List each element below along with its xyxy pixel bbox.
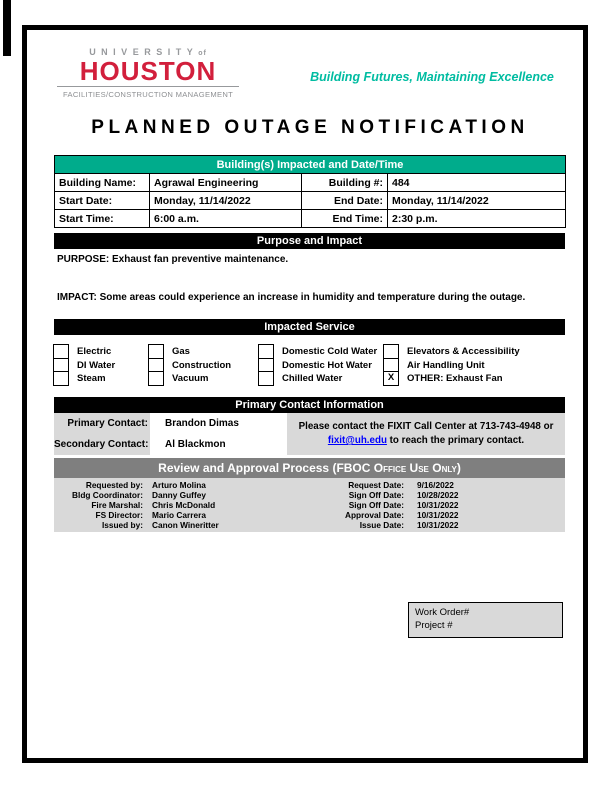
approval-date-value: 10/31/2022	[417, 509, 459, 520]
service-label: DI Water	[77, 359, 116, 371]
impact-text: IMPACT: Some areas could experience an increase in humidity and temperature during the outage.	[57, 292, 526, 303]
end-date-label: End Date:	[302, 192, 388, 210]
work-order-label: Work Order#	[415, 607, 470, 618]
checkbox-vacuum	[148, 371, 164, 386]
building-table	[54, 155, 566, 228]
end-date-value: Monday, 11/14/2022	[388, 192, 566, 210]
signoff-date-value: 10/28/2022	[417, 489, 459, 500]
review-section-body	[54, 478, 565, 532]
building-name-value: Agrawal Engineering	[150, 174, 302, 192]
building-number-value: 484	[388, 174, 566, 192]
purpose-section-header: Purpose and Impact	[54, 233, 565, 249]
contact-section-body	[54, 413, 565, 455]
service-item	[148, 371, 231, 386]
service-label: Electric	[77, 346, 112, 357]
service-label: Vacuum	[172, 373, 209, 384]
service-label: Construction	[172, 359, 232, 371]
start-time-value: 6:00 a.m.	[150, 210, 302, 228]
fixit-note-line2-text: to reach the primary contact.	[386, 435, 525, 446]
primary-contact-value: Brandon Dimas	[165, 418, 239, 429]
service-column-2	[148, 344, 231, 386]
request-date-value: 9/16/2022	[417, 480, 454, 490]
service-column-4	[383, 344, 520, 386]
primary-contact-label: Primary Contact:	[67, 418, 148, 429]
fixit-note	[287, 413, 565, 455]
building-name-label: Building Name:	[55, 174, 150, 192]
building-table-header: Building(s) Impacted and Date/Time	[55, 156, 566, 174]
service-label: OTHER: Exhaust Fan	[407, 373, 503, 384]
scan-artifact	[3, 0, 11, 56]
review-section-header	[54, 458, 565, 478]
issue-date-label: Issue Date:	[359, 519, 404, 530]
service-label: Domestic Hot Water	[282, 359, 372, 371]
signoff-date-label: Sign Off Date:	[348, 489, 404, 500]
page-title: PLANNED OUTAGE NOTIFICATION	[91, 117, 529, 138]
end-time-label: End Time:	[302, 210, 388, 228]
requested-by-name: Arturo Molina	[152, 480, 206, 490]
approval-date-label: Approval Date:	[344, 509, 404, 520]
service-column-3	[258, 344, 377, 386]
checkbox-steam	[53, 371, 69, 386]
tagline: Building Futures, Maintaining Excellence	[310, 70, 554, 84]
service-label: Chilled Water	[282, 373, 343, 384]
review-header-smallcaps-text: Office Use Only)	[373, 461, 461, 475]
fire-marshal-label: Fire Marshal:	[91, 499, 143, 510]
building-number-label: Building #:	[302, 174, 388, 192]
start-time-label: Start Time:	[55, 210, 150, 228]
fs-director-label: FS Director:	[95, 509, 143, 520]
fire-marshal-name: Chris McDonald	[152, 499, 216, 510]
table-row	[55, 210, 566, 228]
service-label: Steam	[77, 373, 106, 384]
start-date-value: Monday, 11/14/2022	[150, 192, 302, 210]
uh-logo	[57, 47, 239, 99]
end-time-value: 2:30 p.m.	[388, 210, 566, 228]
request-date-label: Request Date:	[348, 480, 404, 490]
fs-director-name: Mario Carrera	[152, 509, 206, 520]
service-label: Air Handling Unit	[407, 359, 485, 371]
contact-section-header: Primary Contact Information	[54, 397, 565, 413]
document-page	[22, 25, 588, 763]
service-item	[383, 371, 520, 386]
requested-by-label: Requested by:	[85, 480, 143, 490]
purpose-text: PURPOSE: Exhaust fan preventive maintenance.	[57, 254, 289, 265]
service-label: Gas	[172, 346, 190, 357]
issued-by-label: Issued by:	[101, 519, 143, 530]
issue-date-value: 10/31/2022	[417, 519, 459, 530]
review-row	[54, 521, 565, 531]
building-table-header-row	[55, 156, 566, 174]
logo-university-text: UNIVERSITY	[89, 47, 199, 57]
service-column-1	[53, 344, 115, 386]
fixit-note-line1: Please contact the FIXIT Call Center at 713-743-4948 or	[298, 421, 554, 432]
logo-department-text: FACILITIES/CONSTRUCTION MANAGEMENT	[62, 90, 234, 99]
signoff-date-value: 10/31/2022	[417, 499, 459, 510]
service-item	[53, 371, 115, 386]
checkbox-other-exhaust-fan: X	[383, 371, 399, 386]
service-label: Elevators & Accessibility	[407, 346, 520, 357]
bldg-coordinator-label: Bldg Coordinator:	[72, 489, 143, 500]
table-row	[55, 174, 566, 192]
project-number-label: Project #	[415, 620, 453, 631]
bldg-coordinator-name: Danny Guffey	[152, 489, 206, 500]
table-row	[55, 192, 566, 210]
logo-divider	[57, 86, 239, 87]
review-header-text: Review and Approval Process (FBOC	[158, 461, 374, 475]
logo-houston-text: HOUSTON	[79, 56, 217, 86]
start-date-label: Start Date:	[55, 192, 150, 210]
issued-by-name: Canon Wineritter	[152, 519, 219, 530]
signoff-date-label: Sign Off Date:	[348, 499, 404, 510]
fixit-note-line2	[287, 434, 565, 448]
logo-of-text: of	[198, 50, 207, 57]
primary-contact-row	[54, 413, 287, 434]
service-section-header: Impacted Service	[54, 319, 565, 335]
secondary-contact-row	[54, 434, 287, 455]
fixit-email-link[interactable]: fixit@uh.edu	[327, 435, 387, 446]
service-item	[258, 371, 377, 386]
service-label: Domestic Cold Water	[282, 346, 378, 357]
work-order-box	[408, 602, 563, 638]
secondary-contact-value: Al Blackmon	[165, 439, 226, 450]
checkbox-chilled-water	[258, 371, 274, 386]
secondary-contact-label: Secondary Contact:	[54, 439, 149, 450]
